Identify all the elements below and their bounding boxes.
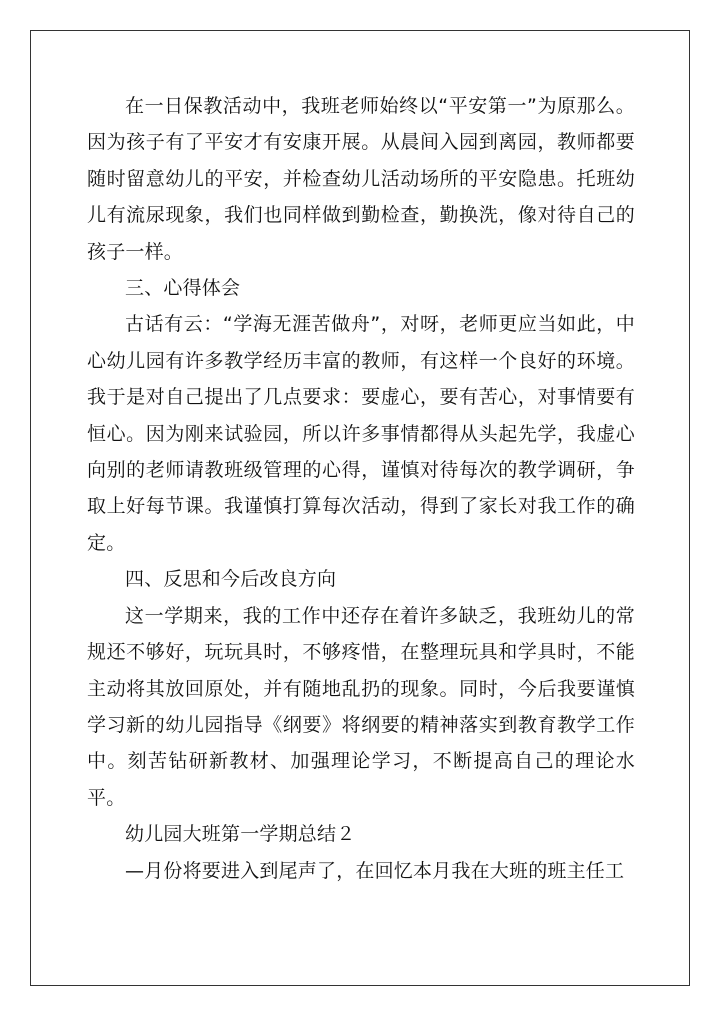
paragraph-experience: 古话有云：“学海无涯苦做舟”，对呀，老师更应当如此，中心幼儿园有许多教学经历丰富的教师，有这样一个良好的环境。我于是对自己提出了几点要求：要虚心，要有苦心，对事情要有恒心。因为刚来试验园，所以许多事情都得从头起先学，我虚心向别的老师请教班级管理的心得，谨慎对待每次的教学调研，争取上好每节课。我谨慎打算每次活动，得到了家长对我工作的确定。 — [87, 313, 635, 554]
paragraph-reflection: 这一学期来，我的工作中还存在着许多缺乏，我班幼儿的常规还不够好，玩玩具时，不够疼惜，在整理玩具和学具时，不能主动将其放回原处，并有随地乱扔的现象。同时，今后我要谨慎学习新的幼儿园指导《纲要》将纲要的精神落实到教育教学工作中。刻苦钻研新教材、加强理论学习，不断提高自己的理论水平。 — [87, 604, 635, 809]
paragraph-month-review: —月份将要进入到尾声了，在回忆本月我在大班的班主任工 — [125, 859, 625, 882]
section-heading-reflection: 四、反思和今后改良方向 — [125, 568, 337, 591]
document-body — [87, 88, 635, 889]
section-heading-experience: 三、心得体会 — [125, 277, 241, 300]
document-subtitle: 幼儿园大班第一学期总结２ — [125, 823, 356, 846]
paragraph-safety: 在一日保教活动中，我班老师始终以“平安第一”为原那么。因为孩子有了平安才有安康开展。从晨间入园到离园，教师都要随时留意幼儿的平安，并检查幼儿活动场所的平安隐患。托班幼儿有流尿现象，我们也同样做到勤检查，勤换洗，像对待自己的孩子一样。 — [87, 95, 635, 263]
